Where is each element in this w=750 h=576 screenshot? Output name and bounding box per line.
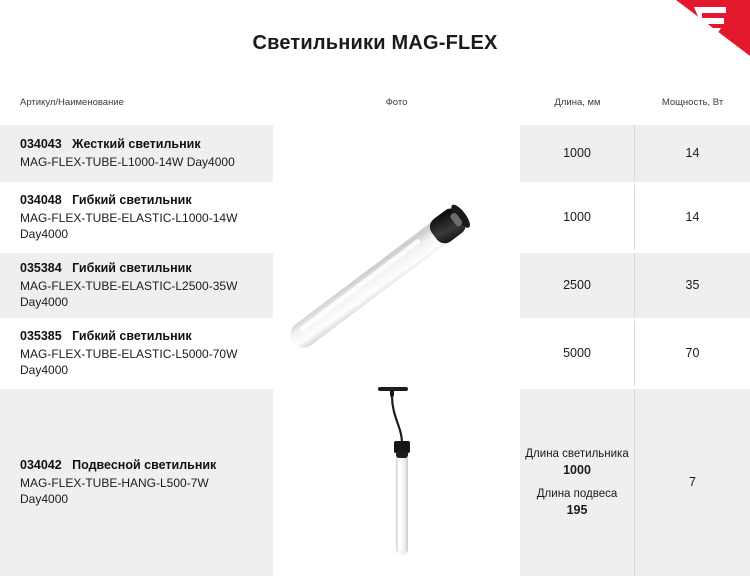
products-table [0, 80, 750, 576]
product-name: Жесткий светильник [72, 137, 201, 152]
cell-article [0, 185, 273, 250]
table-row[interactable] [0, 185, 750, 250]
power-value: 35 [685, 278, 700, 293]
power-value: 70 [685, 346, 700, 361]
cell-photo [273, 125, 520, 182]
power-value: 14 [685, 146, 700, 161]
cell-power [635, 321, 750, 386]
cell-power [635, 389, 750, 576]
table-row[interactable] [0, 321, 750, 386]
cell-photo [273, 253, 520, 318]
product-model: MAG-FLEX-TUBE-HANG-L500-7W Day4000 [20, 475, 209, 506]
product-model: MAG-FLEX-TUBE-ELASTIC-L5000-70W Day4000 [20, 346, 238, 377]
table-row[interactable] [0, 253, 750, 318]
page-title: Светильники MAG-FLEX [252, 32, 498, 54]
cell-length [520, 389, 635, 576]
column-header-length: Длина, мм [554, 97, 601, 108]
product-code: 034048 [20, 193, 62, 208]
cell-article [0, 125, 273, 182]
cell-photo [273, 321, 520, 386]
cell-power [635, 253, 750, 318]
column-header-article: Артикул/Наименование [20, 97, 124, 108]
table-row[interactable] [0, 389, 750, 576]
product-code: 035385 [20, 329, 62, 344]
length-value: 2500 [563, 278, 591, 293]
length-value-suspension: 195 [566, 502, 588, 517]
cell-length [520, 125, 635, 182]
column-header-photo: Фото [385, 97, 408, 108]
table-row[interactable] [0, 125, 750, 182]
length-value-fixture: 1000 [563, 462, 591, 477]
power-value: 7 [689, 475, 696, 490]
product-name: Гибкий светильник [72, 329, 192, 344]
column-header-power: Мощность, Вт [661, 97, 724, 108]
cell-power [635, 125, 750, 182]
product-name: Гибкий светильник [72, 193, 192, 208]
cell-article [0, 253, 273, 318]
product-code: 035384 [20, 261, 62, 276]
brand-logo-corner [620, 0, 750, 56]
cell-photo [273, 185, 520, 250]
arlight-logo-icon [690, 4, 730, 48]
table-header-row [0, 80, 750, 125]
product-model: MAG-FLEX-TUBE-L1000-14W Day4000 [20, 154, 235, 169]
product-code: 034043 [20, 137, 62, 152]
cell-photo [273, 389, 520, 576]
product-model: MAG-FLEX-TUBE-ELASTIC-L2500-35W Day4000 [20, 278, 238, 309]
cell-power [635, 185, 750, 250]
cell-length [520, 185, 635, 250]
length-value: 1000 [563, 146, 591, 161]
length-label-fixture: Длина светильника [525, 447, 629, 460]
product-code: 034042 [20, 458, 62, 473]
cell-length [520, 253, 635, 318]
cell-article [0, 389, 273, 576]
power-value: 14 [685, 210, 700, 225]
length-value: 1000 [563, 210, 591, 225]
length-value: 5000 [563, 346, 591, 361]
product-model: MAG-FLEX-TUBE-ELASTIC-L1000-14W Day4000 [20, 210, 238, 241]
cell-article [0, 321, 273, 386]
product-name: Подвесной светильник [72, 458, 217, 473]
product-name: Гибкий светильник [72, 261, 192, 276]
cell-length [520, 321, 635, 386]
length-label-suspension: Длина подвеса [536, 488, 618, 500]
